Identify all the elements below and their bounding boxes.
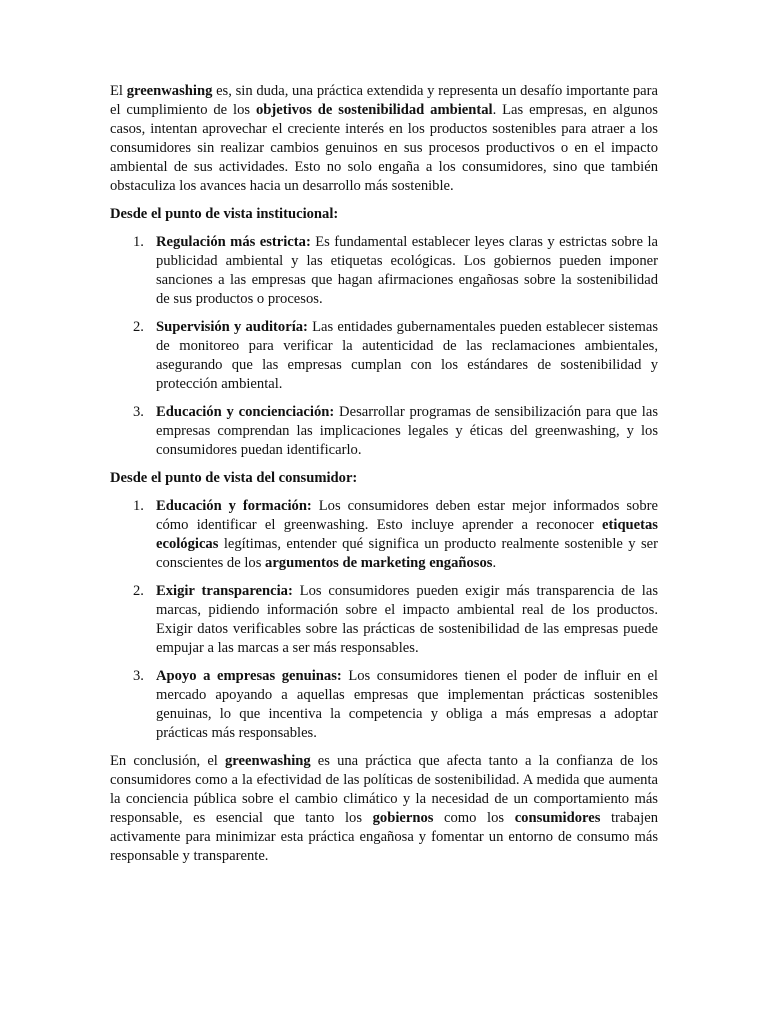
bold-term: greenwashing: [224, 753, 311, 769]
consumer-list: [110, 497, 658, 743]
bold-term: etiquetas ecológicas: [156, 517, 658, 552]
institutional-heading: Desde el punto de vista institucional:: [110, 206, 339, 222]
list-item: 1. Educación y formación: Los consumidores deben estar mejor informados sobre cómo identificar el greenwashing. Esto incluye aprender a reconocer etiquetas ecológicas legítimas, entender qué significa un producto realmente sostenible y ser conscientes de los argumentos de marketing engañosos.: [133, 498, 658, 571]
item-text: Los consumidores tienen el poder de influir en el mercado apoyando a aquellas empresas que implementan prácticas sostenibles genuinas, lo que incentiva la competencia y obliga a más empresas a adoptar prácticas más responsables.: [156, 668, 658, 741]
document-page: [110, 82, 658, 875]
list-item: [110, 403, 658, 460]
bold-term: greenwashing: [126, 83, 213, 99]
list-item: [110, 318, 658, 394]
item-title: Educación y formación:: [156, 498, 312, 514]
bold-term: argumentos de marketing engañosos: [265, 555, 493, 571]
intro-paragraph: El greenwashing es, sin duda, una práctica extendida y representa un desafío importante para el cumplimiento de los objetivos de sostenibilidad ambiental. Las empresas, en algunos casos, intentan aprovechar el creciente interés en los productos sostenibles para atraer a los consumidores sin realizar cambios genuinos en sus procesos productivos o en el impacto ambiental de sus actividades. Esto no solo engaña a los consumidores, sino que también obstaculiza los avances hacia un desarrollo más sostenible.: [110, 83, 658, 194]
item-title: Supervisión y auditoría:: [156, 319, 308, 335]
item-text: Los consumidores pueden exigir más transparencia de las marcas, pidiendo información sobre el impacto ambiental real de los productos. Exigir datos verificables sobre las prácticas de sostenibilidad de las empresas puede empujar a las marcas a ser más responsables.: [156, 583, 659, 656]
item-title: Apoyo a empresas genuinas:: [156, 668, 342, 684]
list-item: [110, 667, 658, 743]
item-title: Exigir transparencia:: [156, 583, 293, 599]
list-number: 2.: [133, 319, 144, 335]
list-item: [110, 233, 658, 309]
item-text: Desarrollar programas de sensibilización para que las empresas comprendan las implicaciones legales y éticas del greenwashing, y los consumidores puedan identificarlo.: [156, 404, 658, 458]
conclusion-paragraph: En conclusión, el greenwashing es una práctica que afecta tanto a la confianza de los consumidores como a la efectividad de las políticas de sostenibilidad. A medida que aumenta la conciencia pública sobre el cambio climático y la necesidad de un comportamiento más responsable, es esencial que tanto los gobiernos como los consumidores trabajen activamente para minimizar esta práctica engañosa y fomentar un entorno de consumo más responsable y transparente.: [110, 753, 658, 864]
consumer-heading: Desde el punto de vista del consumidor:: [110, 470, 358, 486]
bold-term: objetivos de sostenibilidad ambiental: [255, 102, 493, 118]
list-number: 3.: [133, 404, 144, 420]
item-title: Educación y concienciación:: [156, 404, 335, 420]
item-text: Es fundamental establecer leyes claras y estrictas sobre la publicidad ambiental y las etiquetas ecológicas. Los gobiernos pueden imponer sanciones a las empresas que hagan afirmaciones engañosas sobre la sostenibilidad de sus productos o procesos.: [156, 234, 659, 307]
item-text: Las entidades gubernamentales pueden establecer sistemas de monitoreo para verificar la autenticidad de las reclamaciones ambientales, asegurando que las empresas cumplan con los estándares de sostenibilidad y protección ambiental.: [156, 319, 659, 392]
list-number: 1.: [133, 498, 144, 514]
list-number: 3.: [133, 668, 144, 684]
bold-term: consumidores: [514, 810, 601, 826]
list-number: 1.: [133, 234, 144, 250]
bold-term: gobiernos: [372, 810, 434, 826]
item-title: Regulación más estricta:: [156, 234, 311, 250]
list-item: [110, 582, 658, 658]
list-number: 2.: [133, 583, 144, 599]
institutional-list: [110, 233, 658, 460]
